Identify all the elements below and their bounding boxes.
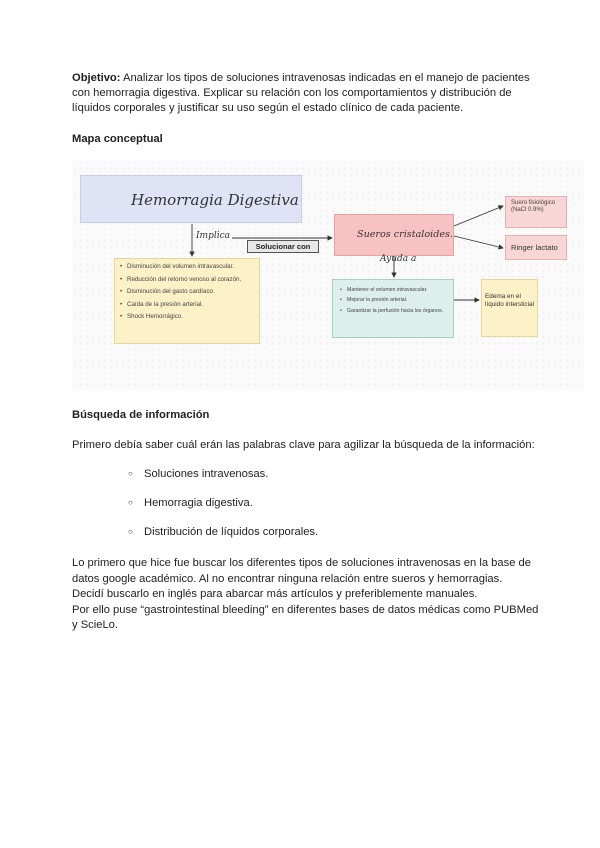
final-line: Por ello puse “gastrointestinal bleeding” en diferentes bases de datos médicas como PUBMed y ScieLo.: [72, 603, 539, 631]
implica-item: • Shock Hemorrágico.: [127, 313, 255, 321]
ayuda-label: Ayuda a: [380, 254, 417, 264]
final-line: Decidí buscarlo en inglés para abarcar más artículos y preferiblemente manuales.: [72, 588, 478, 600]
title-box: [80, 175, 302, 223]
implica-label: Implica: [196, 231, 231, 241]
intro-paragraph: Primero debía saber cuál erán las palabras clave para agilizar la búsqueda de la información:: [72, 439, 535, 451]
implica-item: • Reducción del retorno venoso al corazón.: [127, 276, 255, 284]
final-line: Lo primero que hice fue buscar los diferentes tipos de soluciones intravenosas en la base de datos google académico. Al no encontrar ninguna relación entre sueros y hemorragias.: [72, 557, 531, 585]
salino-box: Suero fisiológico (NaCl 0.9%): [505, 196, 567, 228]
objective-label: Objetivo:: [72, 72, 121, 84]
sueros-box: [334, 214, 454, 256]
objective-text: Analizar los tipos de soluciones intravenosas indicadas en el manejo de pacientes con hemorragia digestiva. Explicar su relación con los comportamientos y distribución de líquidos corporales y justificar su uso según el estado clínico de cada paciente.: [72, 72, 530, 115]
ayuda-box: [332, 279, 454, 338]
objective-paragraph: [72, 71, 532, 117]
edema-box: Edema en el líquido intersticial: [481, 279, 538, 337]
list-item: ○ Distribución de líquidos corporales.: [128, 526, 318, 555]
map-title: Hemorragia Digestiva: [131, 191, 299, 209]
concept-map: [72, 160, 584, 390]
final-paragraph: [72, 556, 542, 634]
arrow-sueros-to-ringer: [454, 236, 503, 248]
list-item: ○ Hemorragia digestiva.: [128, 497, 318, 526]
implica-item: • Disminución del gasto cardíaco.: [127, 288, 255, 296]
solucionar-label: Solucionar con: [247, 240, 319, 253]
list-item: ○ Soluciones intravenosas.: [128, 468, 318, 497]
implica-box: [114, 258, 260, 344]
ayuda-item: • Garantizar la perfusión hacia los órganos.: [347, 308, 449, 314]
search-heading: Búsqueda de información: [72, 409, 210, 421]
ayuda-item: • Mejorar la presión arterial.: [347, 297, 449, 303]
map-heading: Mapa conceptual: [72, 133, 163, 145]
sueros-label: Sueros cristaloides.: [357, 229, 453, 240]
implica-item: • Caída de la presión arterial.: [127, 301, 255, 309]
implica-item: • Disminución del volumen intravascular.: [127, 263, 255, 271]
keyword-list: [128, 468, 318, 555]
ringer-box: Ringer lactato: [505, 235, 567, 260]
ayuda-item: • Mantener el volumen intravascular.: [347, 287, 449, 293]
arrow-sueros-to-salino: [454, 206, 503, 226]
